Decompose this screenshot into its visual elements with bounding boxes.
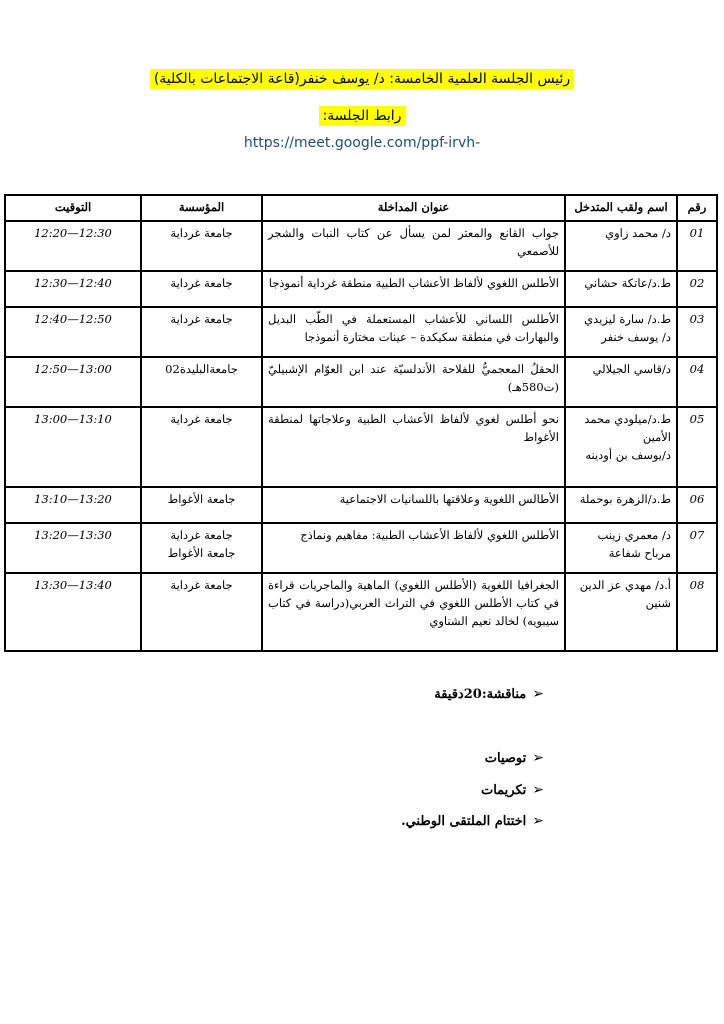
session-link-url[interactable]: https://meet.google.com/ppf-irvh- (243, 135, 481, 151)
row-number: 08 (677, 573, 717, 651)
institution-line: جامعة غرداية (170, 226, 233, 240)
table-row (5, 271, 717, 307)
talk-title: الأطالس اللغوية وعلاقتها باللسانيات الاجتماعية (262, 487, 565, 523)
institution-line: جامعة غرداية (170, 528, 233, 542)
row-number: 03 (677, 307, 717, 357)
time-slot: 12:30—12:40 (5, 271, 141, 307)
talk-title: الجغرافيا اللغوية (الأطلس اللغوي) الماهية والماجريات قراءة في كتاب الأطلس اللغوي في التراث العربي(دراسة في كتاب سيبويه) لخالد نعيم الشناوي (262, 573, 565, 651)
table-header-row (5, 195, 717, 221)
footer-discussion-text: مناقشة:20دقيقة (434, 687, 527, 702)
row-number: 05 (677, 407, 717, 487)
speaker-name-line: د/ محمد زاوي (605, 226, 671, 240)
institution (141, 573, 262, 651)
time-slot: 12:50—13:00 (5, 357, 141, 407)
talk-title: نحو أطلس لغوي لألفاظ الأعشاب الطبية وعلاجاتها لمنطقة الأغواط (262, 407, 565, 487)
time-slot: 13:30—13:40 (5, 573, 141, 651)
institution (141, 221, 262, 271)
row-number: 06 (677, 487, 717, 523)
talk-title: الأطلس اللغوي لألفاظ الأعشاب الطبية منطقة غرداية أنموذجا (262, 271, 565, 307)
footer-discussion (434, 686, 544, 702)
speaker-name (565, 523, 677, 573)
table-row (5, 573, 717, 651)
time-slot: 13:20—13:30 (5, 523, 141, 573)
speaker-name-line: د/يوسف بن أودينه (585, 447, 671, 462)
time-slot: 12:20—12:30 (5, 221, 141, 271)
table-row (5, 221, 717, 271)
speaker-name-line: شنين (645, 595, 671, 610)
institution-line: جامعة غرداية (170, 276, 233, 290)
talk-title: الحقلُ المعجميُّ للفلاحة الأندلسيّة عند ابن العوّام الإشبيليّ (ت580هـ) (262, 357, 565, 407)
arrow-bullet-icon: ➢ (532, 813, 544, 829)
speaker-name (565, 271, 677, 307)
row-number: 01 (677, 221, 717, 271)
session-chair (0, 68, 724, 87)
arrow-bullet-icon: ➢ (532, 750, 544, 766)
schedule-body (5, 221, 717, 651)
table-row (5, 523, 717, 573)
institution (141, 307, 262, 357)
institution (141, 271, 262, 307)
schedule-table (4, 194, 718, 652)
institution-line: جامعة غرداية (170, 412, 233, 426)
institution-line: جامعة غرداية (170, 312, 233, 326)
column-header-time: التوقيت (5, 195, 141, 221)
footer-honors-text: تكريمات (480, 783, 527, 798)
institution (141, 523, 262, 573)
talk-title: الأطلس اللساني للأعشاب المستعملة في الطّب البديل والبهارات في منطقة سكيكدة – عينات مختارة أنموذجا (262, 307, 565, 357)
time-slot: 13:10—13:20 (5, 487, 141, 523)
speaker-name (565, 221, 677, 271)
talk-title: جواب القانع والمعتر لمن يسأل عن كتاب النبات والشجر للأصمعي (262, 221, 565, 271)
footer-honors (481, 782, 544, 798)
speaker-name-line: أ.د/ مهدي عز الدين (579, 578, 671, 592)
table-row (5, 357, 717, 407)
footer-closing-text: اختتام الملتقى الوطني. (401, 814, 527, 829)
footer-closing (401, 813, 544, 829)
table-row (5, 307, 717, 357)
speaker-name (565, 573, 677, 651)
row-number: 07 (677, 523, 717, 573)
speaker-name-line: د/قاسي الجيلالي (592, 362, 671, 376)
institution-line: جامعة غرداية (170, 578, 233, 592)
institution-line: جامعة الأغواط (167, 545, 236, 560)
column-header-title: عنوان المداخلة (262, 195, 565, 221)
arrow-bullet-icon: ➢ (532, 782, 544, 798)
institution (141, 407, 262, 487)
session-link-label-text: رابط الجلسة: (319, 106, 406, 126)
table-row (5, 487, 717, 523)
institution (141, 357, 262, 407)
row-number: 04 (677, 357, 717, 407)
session-chair-text: رئيس الجلسة العلمية الخامسة: د/ يوسف خنفر(قاعة الاجتماعات بالكلية) (150, 69, 574, 89)
table-row (5, 407, 717, 487)
speaker-name (565, 407, 677, 487)
speaker-name (565, 357, 677, 407)
speaker-name (565, 307, 677, 357)
time-slot: 12:40—12:50 (5, 307, 141, 357)
speaker-name-line: ط.د/الزهرة بوحملة (579, 492, 671, 506)
column-header-speaker: اسم ولقب المتدخل (565, 195, 677, 221)
institution (141, 487, 262, 523)
talk-title: الأطلس اللغوي لألفاظ الأعشاب الطبية: مفاهيم ونماذج (262, 523, 565, 573)
institution-line: جامعة الأغواط (167, 492, 236, 506)
time-slot: 13:00—13:10 (5, 407, 141, 487)
speaker-name-line: ط.د/ سارة ليزيدي (584, 312, 671, 326)
arrow-bullet-icon: ➢ (532, 686, 544, 702)
row-number: 02 (677, 271, 717, 307)
speaker-name-line: د/ يوسف خنفر (601, 329, 671, 344)
speaker-name-line: ط.د/عاتكة حشاني (584, 276, 671, 290)
speaker-name-line: ط.د/ميلودي محمد الأمين (584, 412, 671, 444)
column-header-number: رقم (677, 195, 717, 221)
session-link-label (0, 105, 724, 124)
footer-recommendations-text: توصيات (484, 751, 527, 766)
speaker-name (565, 487, 677, 523)
speaker-name-line: مرباح شفاعة (608, 545, 671, 560)
institution-line: جامعةالبليدة02 (165, 362, 238, 376)
footer-recommendations (485, 750, 544, 766)
session-link (0, 135, 724, 151)
column-header-institution: المؤسسة (141, 195, 262, 221)
speaker-name-line: د/ معمري زينب (597, 528, 671, 542)
